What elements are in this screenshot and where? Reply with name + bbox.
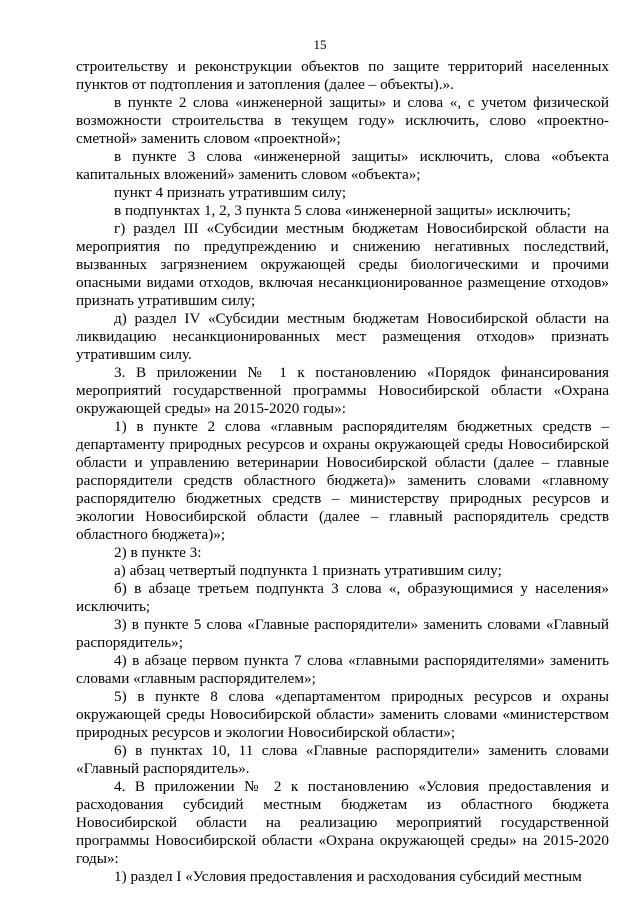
paragraph-1: строительству и реконструкции объектов по защите территорий населенных пунктов от подтопления и затопления (далее – объекты).». (76, 58, 609, 93)
paragraph-16: 6) в пунктах 10, 11 слова «Главные распорядители» заменить словами «Главный распорядитель». (76, 742, 609, 777)
paragraph-12: б) в абзаце третьем подпункта 3 слова «, образующимися у населения» исключить; (76, 580, 609, 615)
paragraph-8: 3. В приложении № 1 к постановлению «Порядок финансирования мероприятий государственной программы Новосибирской области «Охрана окружающей среды» на 2015-2020 годы»: (76, 364, 609, 417)
paragraph-18: 1) раздел I «Условия предоставления и расходования субсидий местным (114, 868, 582, 885)
paragraph-9: 1) в пункте 2 слова «главным распорядителям бюджетных средств – департаменту природных ресурсов и охраны окружающей среды Новосибирской области и управлению ветеринарии Новосибирской области (далее – главные распорядители средств областного бюджета)» заменить словами «главному распорядителю бюджетных средств – министерству природных ресурсов и экологии Новосибирской области (далее – главный распорядитель средств областного бюджета)»; (76, 418, 609, 543)
paragraph-7: д) раздел IV «Субсидии местным бюджетам Новосибирской области на ликвидацию несанкционированных мест размещения отходов» признать утратившим силу. (76, 310, 609, 363)
paragraph-5: в подпунктах 1, 2, 3 пункта 5 слова «инженерной защиты» исключить; (114, 202, 571, 219)
paragraph-3: в пункте 3 слова «инженерной защиты» исключить, слова «объекта капитальных вложений» заменить словом «объекта»; (76, 148, 609, 183)
paragraph-14: 4) в абзаце первом пункта 7 слова «главными распорядителями» заменить словами «главным распорядителем»; (76, 652, 609, 687)
paragraph-11: а) абзац четвертый подпункта 1 признать утратившим силу; (114, 562, 502, 579)
paragraph-6: г) раздел III «Субсидии местным бюджетам Новосибирской области на мероприятия по предупреждению и снижению негативных последствий, вызванных загрязнением окружающей среды биологическими и прочими опасными видами отходов, включая несанкционированное размещение отходов» признать утратившим силу; (76, 220, 609, 309)
paragraph-17: 4. В приложении № 2 к постановлению «Условия предоставления и расходования субсидий местным бюджетам из областного бюджета Новосибирской области на реализацию мероприятий государственной программы Новосибирской области «Охрана окружающей среды» на 2015-2020 годы»: (76, 778, 609, 867)
paragraph-13: 3) в пункте 5 слова «Главные распорядители» заменить словами «Главный распорядитель»; (76, 616, 609, 651)
paragraph-2: в пункте 2 слова «инженерной защиты» и слова «, с учетом физической возможности строительства в текущем году» исключить, слово «проектно-сметной» заменить словом «проектной»; (76, 94, 609, 147)
document-body (76, 58, 609, 886)
paragraph-4: пункт 4 признать утратившим силу; (114, 184, 347, 201)
paragraph-10: 2) в пункте 3: (114, 544, 202, 561)
paragraph-15: 5) в пункте 8 слова «департаментом природных ресурсов и охраны окружающей среды Новосибирской области» заменить словами «министерством природных ресурсов и экологии Новосибирской области»; (76, 688, 609, 741)
page-number: 15 (313, 37, 327, 52)
